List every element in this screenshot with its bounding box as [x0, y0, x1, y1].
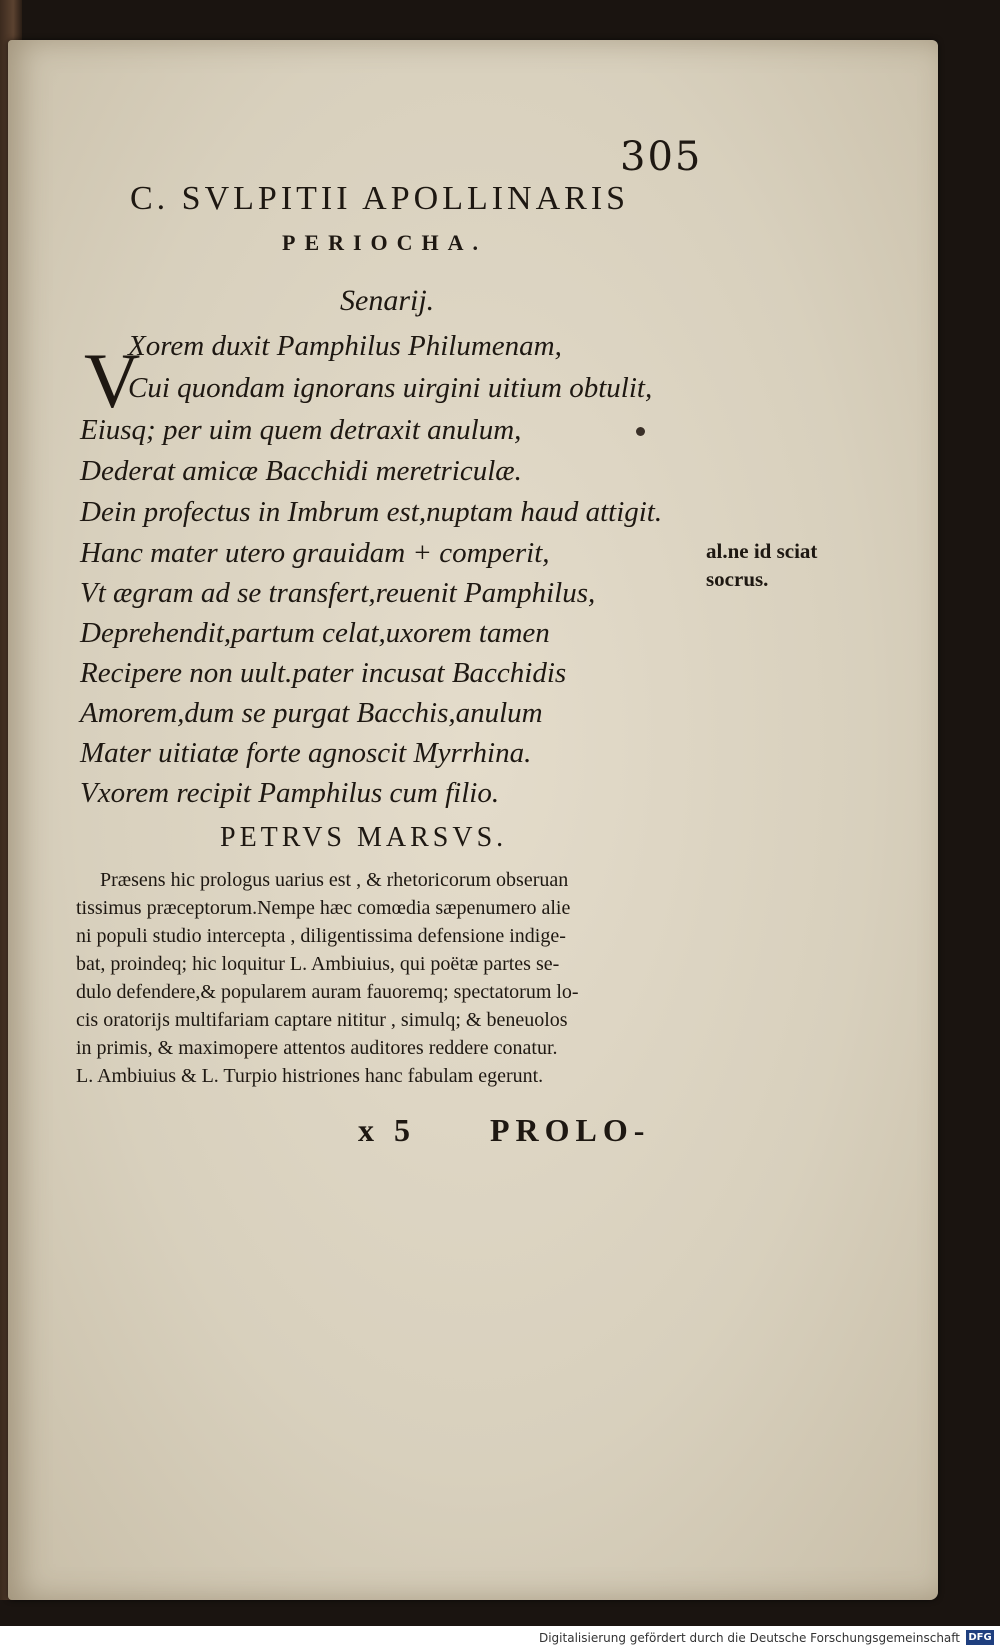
verse-line: Hanc mater utero grauidam + comperit,	[80, 537, 550, 569]
book-page	[8, 40, 938, 1600]
title-line-2: PERIOCHA.	[282, 230, 488, 255]
prose-line: L. Ambiuius & L. Turpio histriones hanc fabulam egerunt.	[76, 1065, 544, 1087]
verse-line: Dederat amicæ Bacchidi meretriculæ.	[80, 455, 522, 487]
catchword: PROLO-	[490, 1112, 651, 1148]
page-number: 305	[620, 134, 703, 180]
margin-note	[706, 537, 846, 593]
prose-line: dulo defendere,& popularem auram fauoremq; spectatorum lo-	[76, 981, 579, 1003]
title-line-1: C. SVLPITII APOLLINARIS	[130, 180, 630, 217]
prose-line: Præsens hic prologus uarius est , & rhetoricorum obseruan	[100, 869, 569, 891]
verse-line: Xorem duxit Pamphilus Philumenam,	[128, 330, 562, 362]
ink-spot	[636, 427, 645, 436]
prose-line: ni populi studio intercepta , diligentissima defensione indige-	[76, 925, 566, 947]
meter-heading: Senarij.	[340, 284, 435, 317]
verse-line: Dein profectus in Imbrum est,nuptam haud attigit.	[80, 496, 663, 528]
prose-line: in primis, & maximopere attentos auditores reddere conatur.	[76, 1037, 558, 1059]
verse-line: Recipere non uult.pater incusat Bacchidis	[80, 657, 567, 689]
verse-line: Vt ægram ad se transfert,reuenit Pamphilus,	[80, 577, 596, 609]
verse-line: Deprehendit,partum celat,uxorem tamen	[80, 617, 550, 649]
margin-note-line: al.ne id sciat	[706, 539, 818, 563]
author-heading: PETRVS MARSVS.	[220, 822, 508, 853]
footer-bar	[0, 1626, 1000, 1648]
verse-line: Amorem,dum se purgat Bacchis,anulum	[80, 697, 543, 729]
verse-line: Vxorem recipit Pamphilus cum filio.	[80, 777, 500, 809]
footer-credit: Digitalisierung gefördert durch die Deutsche Forschungsgemeinschaft	[538, 1631, 960, 1645]
prose-line: cis oratorijs multifariam captare nititur , simulq; & beneuolos	[76, 1009, 568, 1031]
verse-line: Eiusq; per uim quem detraxit anulum,	[80, 414, 522, 446]
prose-line: bat, proindeq; hic loquitur L. Ambiuius, qui poëtæ partes se-	[76, 953, 560, 975]
signature-mark: x 5	[358, 1112, 416, 1148]
verse-line: Cui quondam ignorans uirgini uitium obtulit,	[128, 372, 653, 404]
commentary-paragraph	[76, 866, 701, 1090]
margin-note-line: socrus.	[706, 567, 769, 591]
prose-line: tissimus præceptorum.Nempe hæc comœdia sæpenumero alie	[76, 897, 571, 919]
dfg-logo-icon: DFG	[966, 1630, 994, 1645]
drop-cap: V	[84, 337, 141, 424]
catchline	[358, 1112, 650, 1149]
verse-line: Mater uitiatæ forte agnoscit Myrrhina.	[80, 737, 532, 769]
